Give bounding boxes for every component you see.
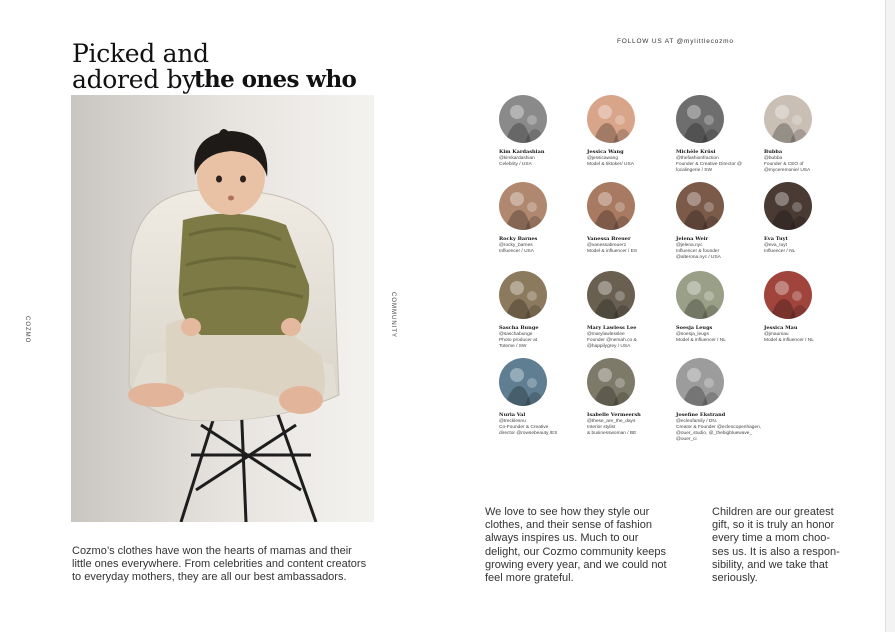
baby-on-chair-photo xyxy=(71,95,374,522)
profile-name: Mary Lawless Lee xyxy=(587,325,637,331)
profile-handle-info: @jelena.nyc Influencer & founder @alterona.nyc / USA xyxy=(676,242,721,260)
profile-name: Jessica Wang xyxy=(587,149,624,155)
profile-card[interactable] xyxy=(764,182,850,268)
profile-name: Rocky Barnes xyxy=(499,236,538,242)
profile-avatar[interactable] xyxy=(587,182,635,230)
profile-name: Sascha Bunge xyxy=(499,325,539,331)
profile-avatar[interactable] xyxy=(676,358,724,406)
profile-avatar[interactable] xyxy=(676,95,724,143)
profile-card[interactable] xyxy=(764,271,850,357)
profile-avatar[interactable] xyxy=(764,95,812,143)
honor-paragraph: Children are our greatest gift, so it is truly an honor every time a mom choo-ses us. It is also a respon-sibility, and we take that seriously. xyxy=(712,506,840,585)
headline-line-1: Picked and xyxy=(72,39,209,68)
profile-card[interactable] xyxy=(676,271,762,357)
headline-line-2-bold: the ones who xyxy=(194,66,357,93)
profile-avatar[interactable] xyxy=(499,358,547,406)
profile-card[interactable] xyxy=(499,358,585,444)
profile-avatar[interactable] xyxy=(676,271,724,319)
community-paragraph: We love to see how they style our clothes, and their sense of fashion always inspires us. Much to our delight, our Cozmo community keeps growing every year, and we could not feel more grateful. xyxy=(485,506,667,585)
profile-card[interactable] xyxy=(676,95,762,181)
profile-card[interactable] xyxy=(499,271,585,357)
profile-handle-info: @bubba Founder & CEO of @myceremonie/ USA xyxy=(764,155,811,173)
profile-name: Michèle Krüsi xyxy=(676,149,716,155)
profile-card[interactable] xyxy=(499,182,585,268)
profile-avatar[interactable] xyxy=(587,271,635,319)
profile-name: Eva Tuyt xyxy=(764,236,788,242)
profile-card[interactable] xyxy=(587,182,673,268)
profile-card[interactable] xyxy=(587,358,673,444)
profile-name: Soesja Leugs xyxy=(676,325,713,331)
profile-handle-info: @eva_tuyt Influencer / NL xyxy=(764,242,796,254)
section-side-label: COMMUNITY xyxy=(390,292,396,338)
profile-handle-info: @jessicawang Model & tiktoker/ USA xyxy=(587,155,634,167)
profile-avatar[interactable] xyxy=(764,182,812,230)
profile-avatar[interactable] xyxy=(587,95,635,143)
profile-avatar[interactable] xyxy=(499,95,547,143)
profile-handle-info: @vanessabreuer1 Model & influencer / ES xyxy=(587,242,638,254)
profile-card[interactable] xyxy=(499,95,585,181)
profile-name: Nuria Val xyxy=(499,412,526,418)
profile-handle-info: @thefashionfraction Founder & Creative Director @ localingerie / SW xyxy=(676,155,742,173)
profile-handle-info: @ecleofamily / DN. Creator & Founder @ecleocopenhagen, @ouer_studio, @_thebigbluewave_ @ouer_ci xyxy=(676,418,762,443)
page-edge xyxy=(885,0,895,632)
profile-name: Jelena Weir xyxy=(676,236,709,242)
profile-handle-info: @marylawlesslee Founder @nemah.co & @happilygrey / USA xyxy=(587,331,637,349)
profile-name: Vanessa Breuer xyxy=(587,236,631,242)
follow-us-label: FOLLOW US AT @mylittlecozmo xyxy=(617,38,734,45)
profile-handle-info: @these_are_the_days Interior stylist & businesswoman / BE xyxy=(587,418,637,436)
profile-handle-info: @soesja_leugs Model & influencer / NL xyxy=(676,331,726,343)
profile-avatar[interactable] xyxy=(587,358,635,406)
profile-handle-info: @saschabunge Photo producer at Toteme / SW xyxy=(499,331,538,349)
profile-handle-info: @jmaumau Model & influencer / NL xyxy=(764,331,814,343)
profile-card[interactable] xyxy=(676,182,762,268)
profile-name: Jessica Mau xyxy=(764,325,798,331)
brand-side-label: COZMO xyxy=(24,316,30,344)
intro-paragraph: Cozmo’s clothes have won the hearts of mamas and their little ones everywhere. From celebrities and content creators to everyday mothers, they are all our best ambassadors. xyxy=(72,545,367,584)
profile-avatar[interactable] xyxy=(676,182,724,230)
headline-line-2: adored by xyxy=(72,65,197,94)
profile-handle-info: @trecklesnu Co-Founder & Creative director @rowsebeauty /ES xyxy=(499,418,558,436)
profile-card[interactable] xyxy=(587,95,673,181)
profile-handle-info: @kimkardashian Celebrity / USA xyxy=(499,155,535,167)
profile-card[interactable] xyxy=(676,358,762,444)
profile-avatar[interactable] xyxy=(764,271,812,319)
profile-name: Kim Kardashian xyxy=(499,149,545,155)
profile-name: Bubba xyxy=(764,149,783,155)
profile-avatar[interactable] xyxy=(499,271,547,319)
profile-card[interactable] xyxy=(587,271,673,357)
profile-handle-info: @rocky_barnes Influencer / USA xyxy=(499,242,534,254)
profile-avatar[interactable] xyxy=(499,182,547,230)
profile-name: Josefine Ekstrand xyxy=(676,412,726,418)
profile-name: Isabelle Vermeersh xyxy=(587,412,641,418)
profile-card[interactable] xyxy=(764,95,850,181)
